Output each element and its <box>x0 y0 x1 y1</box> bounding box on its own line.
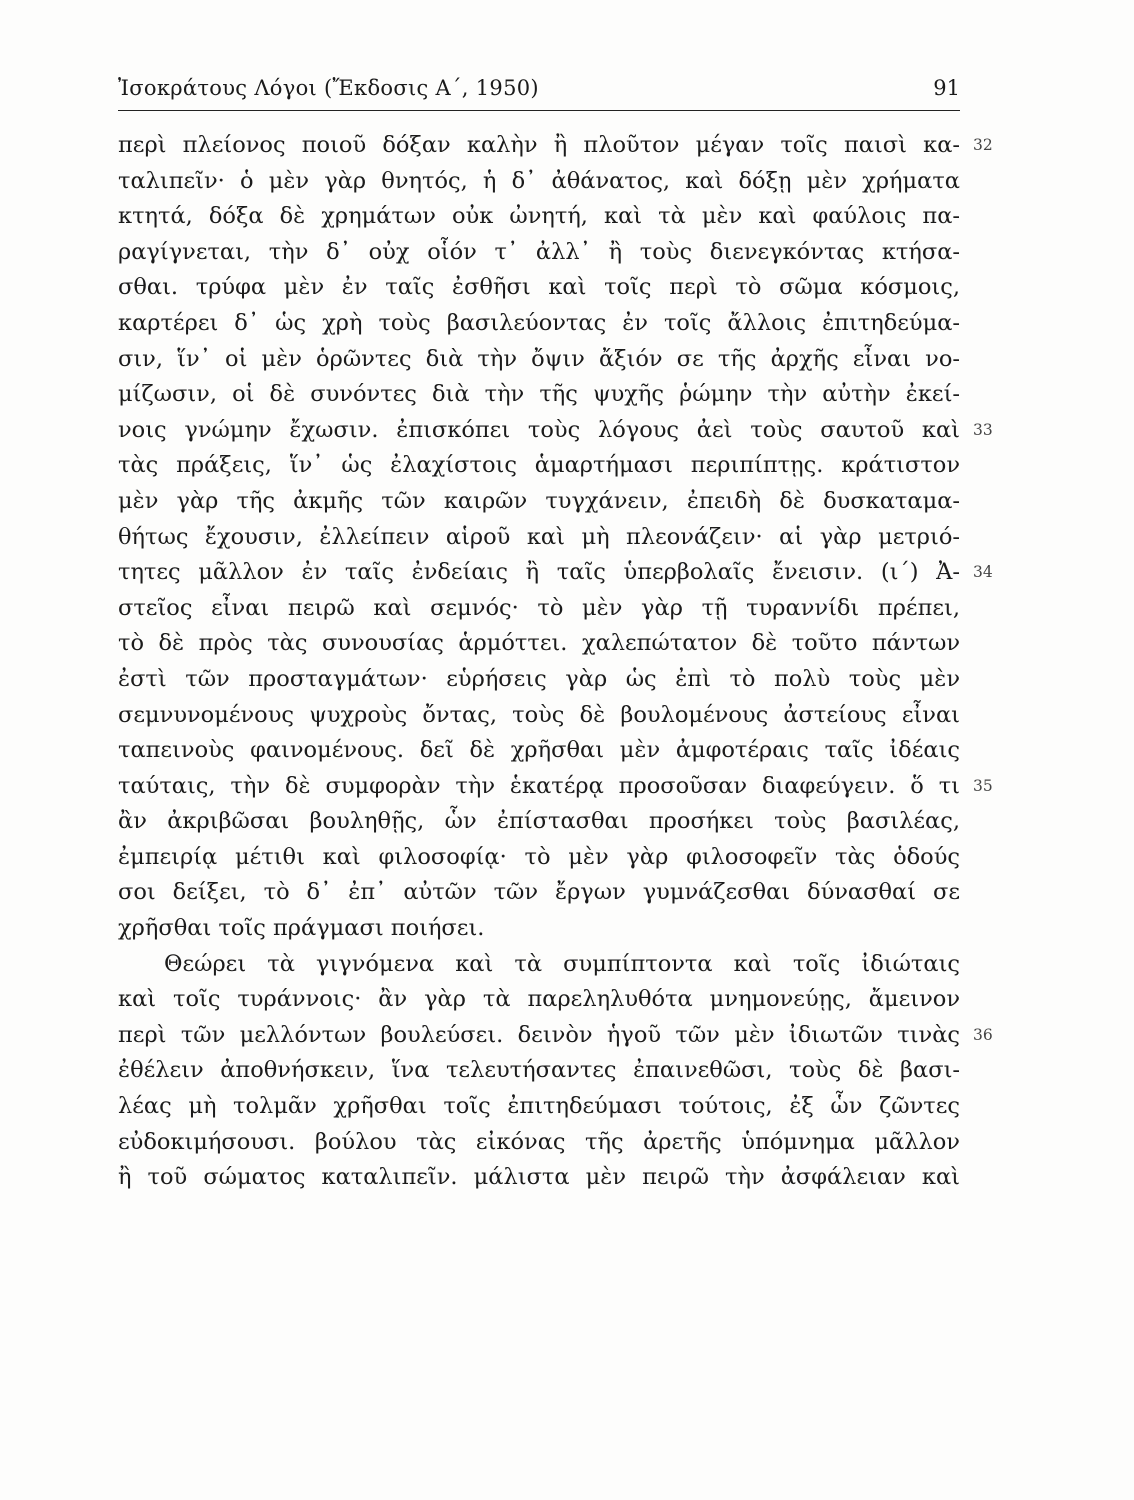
header-title: Ἰσοκράτους Λόγοι (Ἔκδοσις Α΄, 1950) <box>118 76 539 100</box>
text-line <box>118 413 993 449</box>
text-line <box>118 804 960 840</box>
line-text: στεῖος εἶναι πειρῶ καὶ σεμνός· τὸ μὲν γὰρ τῇ τυραννίδι πρέπει, <box>118 594 960 621</box>
line-text: ταπεινοὺς φαινομένους. δεῖ δὲ χρῆσθαι μὲν ἀμφοτέραις ταῖς ἰδέαις <box>118 737 960 764</box>
line-text: ἐμπειρίᾳ μέτιθι καὶ φιλοσοφίᾳ· τὸ μὲν γὰρ φιλοσοφεῖν τὰς ὁδούς <box>118 843 960 870</box>
text-line <box>118 484 960 520</box>
line-text: εὐδοκιμήσουσι. βούλου τὰς εἰκόνας τῆς ἀρετῆς ὑπόμνημα μᾶλλον <box>118 1128 960 1155</box>
line-text: περὶ τῶν μελλόντων βουλεύσει. δεινὸν ἡγοῦ τῶν μὲν ἰδιωτῶν τινὰς <box>118 1021 960 1048</box>
text-line <box>118 982 960 1018</box>
text-line <box>118 306 960 342</box>
text-line <box>118 875 960 911</box>
text-line <box>118 947 960 983</box>
line-text: σθαι. τρύφα μὲν ἐν ταῖς ἐσθῆσι καὶ τοῖς περὶ τὸ σῶμα κόσμοις, <box>118 274 960 301</box>
line-text: ἐστὶ τῶν προσταγμάτων· εὑρήσεις γὰρ ὡς ἐπὶ τὸ πολὺ τοὺς μὲν <box>118 665 960 692</box>
text-line <box>118 520 960 556</box>
text-line <box>118 591 960 627</box>
text-line <box>118 769 993 805</box>
text-line <box>118 128 993 164</box>
text-line <box>118 342 960 378</box>
margin-section-number: 33 <box>973 420 993 439</box>
body-text <box>118 128 993 1196</box>
text-line <box>118 1089 960 1125</box>
line-text: Θεώρει τὰ γιγνόμενα καὶ τὰ συμπίπτοντα καὶ τοῖς ἰδιώταις <box>164 950 960 977</box>
line-text: τὸ δὲ πρὸς τὰς συνουσίας ἁρμόττει. χαλεπώτατον δὲ τοῦτο πάντων <box>118 630 960 657</box>
line-text: ταλιπεῖν· ὁ μὲν γὰρ θνητός, ἡ δ᾽ ἀθάνατος, καὶ δόξῃ μὲν χρήματα <box>118 167 960 194</box>
line-text: τητες μᾶλλον ἐν ταῖς ἐνδείαις ἢ ταῖς ὑπερβολαῖς ἔνεισιν. (ι΄) Ἀ- <box>118 559 960 586</box>
text-line <box>118 235 960 271</box>
text-line <box>118 1053 960 1089</box>
margin-section-number: 34 <box>973 563 993 582</box>
text-line <box>118 448 960 484</box>
line-text: ἐθέλειν ἀποθνήσκειν, ἵνα τελευτήσαντες ἐπαινεθῶσι, τοὺς δὲ βασι- <box>118 1057 960 1084</box>
line-text: καρτέρει δ᾽ ὡς χρὴ τοὺς βασιλεύοντας ἐν τοῖς ἄλλοις ἐπιτηδεύμα- <box>118 309 960 336</box>
text-line <box>118 270 960 306</box>
margin-section-number: 35 <box>973 776 993 795</box>
text-line <box>118 1125 960 1161</box>
line-text: μὲν γὰρ τῆς ἀκμῆς τῶν καιρῶν τυγχάνειν, ἐπειδὴ δὲ δυσκαταμα- <box>118 487 960 514</box>
line-text: καὶ τοῖς τυράννοις· ἂν γὰρ τὰ παρεληλυθότα μνημονεύῃς, ἄμεινον <box>118 986 960 1013</box>
line-text: σεμνυνομένους ψυχροὺς ὄντας, τοὺς δὲ βουλομένους ἀστείους εἶναι <box>118 701 960 728</box>
text-line <box>118 626 960 662</box>
text-line <box>118 555 993 591</box>
text-line <box>118 698 960 734</box>
line-text: κτητά, δόξα δὲ χρημάτων οὐκ ὠνητή, καὶ τὰ μὲν καὶ φαύλοις πα- <box>118 203 960 230</box>
header-rule <box>118 110 960 111</box>
text-line <box>118 662 960 698</box>
line-text: τὰς πράξεις, ἵν᾽ ὡς ἐλαχίστοις ἁμαρτήμασι περιπίπτῃς. κράτιστον <box>118 452 960 479</box>
line-text: ἢ τοῦ σώματος καταλιπεῖν. μάλιστα μὲν πειρῶ τὴν ἀσφάλειαν καὶ <box>118 1164 960 1191</box>
line-text: σοι δείξει, τὸ δ᾽ ἐπ᾽ αὐτῶν τῶν ἔργων γυμνάζεσθαι δύνασθαί σε <box>118 879 960 906</box>
line-text: χρῆσθαι τοῖς πράγμασι ποιήσει. <box>118 915 485 942</box>
line-text: ἂν ἀκριβῶσαι βουληθῇς, ὧν ἐπίστασθαι προσήκει τοὺς βασιλέας, <box>118 808 960 835</box>
text-line <box>118 840 960 876</box>
line-text: μίζωσιν, οἱ δὲ συνόντες διὰ τὴν τῆς ψυχῆς ῥώμην τὴν αὐτὴν ἐκεί- <box>118 381 960 408</box>
line-text: ραγίγνεται, τὴν δ᾽ οὐχ οἷόν τ᾽ ἀλλ᾽ ἢ τοὺς διενεγκόντας κτήσα- <box>118 238 960 265</box>
text-line <box>118 1160 960 1196</box>
margin-section-number: 32 <box>973 136 993 154</box>
text-line <box>118 199 960 235</box>
line-text: ταύταις, τὴν δὲ συμφορὰν τὴν ἑκατέρᾳ προσοῦσαν διαφεύγειν. ὅ τι <box>118 772 960 799</box>
running-header <box>118 72 960 120</box>
margin-section-number: 36 <box>973 1025 993 1044</box>
page-number: 91 <box>933 76 960 100</box>
line-text: λέας μὴ τολμᾶν χρῆσθαι τοῖς ἐπιτηδεύμασι τούτοις, ἐξ ὧν ζῶντες <box>118 1093 960 1120</box>
text-line <box>118 733 960 769</box>
text-line <box>118 1018 993 1054</box>
text-line <box>118 377 960 413</box>
line-text: σιν, ἵν᾽ οἱ μὲν ὁρῶντες διὰ τὴν ὄψιν ἄξιόν σε τῆς ἀρχῆς εἶναι νο- <box>118 345 960 372</box>
line-text: νοις γνώμην ἔχωσιν. ἐπισκόπει τοὺς λόγους ἀεὶ τοὺς σαυτοῦ καὶ <box>118 416 960 443</box>
line-text: θήτως ἔχουσιν, ἐλλείπειν αἱροῦ καὶ μὴ πλεονάζειν· αἱ γὰρ μετριό- <box>118 523 960 550</box>
text-line <box>118 164 960 200</box>
line-text: περὶ πλείονος ποιοῦ δόξαν καλὴν ἢ πλοῦτον μέγαν τοῖς παισὶ κα- <box>118 132 960 158</box>
text-line <box>118 911 960 947</box>
